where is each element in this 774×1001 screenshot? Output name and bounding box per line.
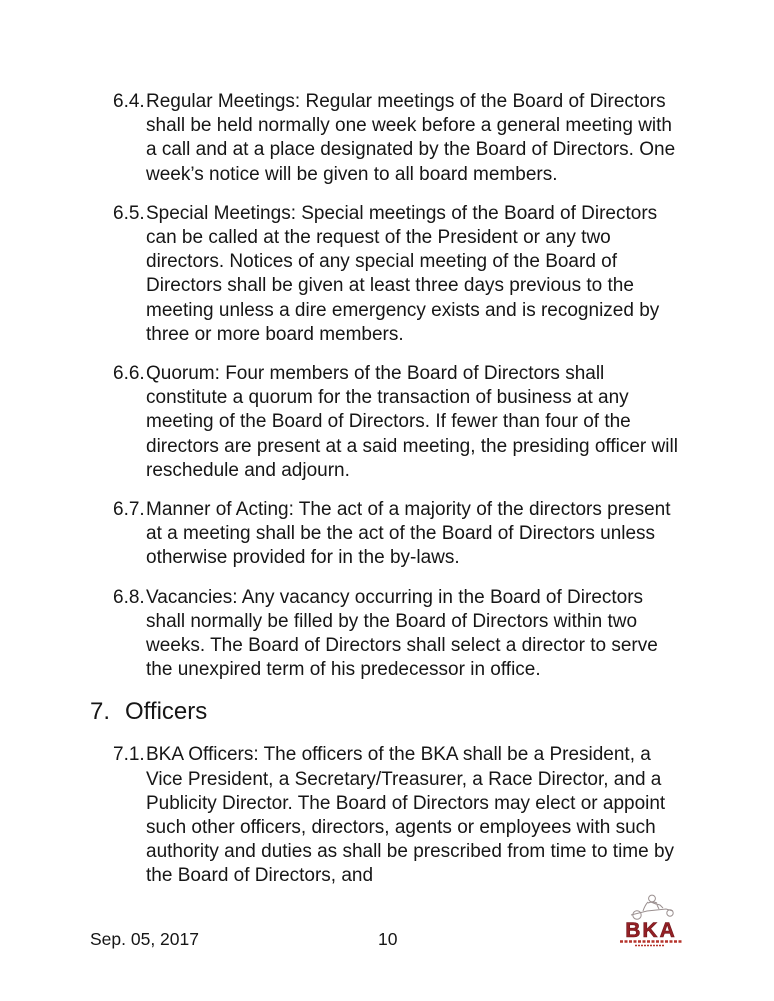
section-7-heading [90, 697, 683, 727]
kart-rider-icon [631, 895, 673, 919]
logo-text: BKA [625, 919, 677, 942]
bylaws-content [90, 90, 683, 904]
item-text: Vacancies: Any vacancy occurring in the Board of Directors shall normally be filled by the Board of Directors within two weeks. The Board of Directors shall select a director to serve the unexpired term of his predecessor in office. [146, 586, 658, 681]
heading-number: 7. [90, 698, 111, 726]
item-number: 6.8. [113, 586, 145, 608]
bylaw-item-6-6 [113, 362, 683, 483]
item-text: BKA Officers: The officers of the BKA shall be a President, a Vice President, a Secretary/Treasurer, a Race Director, and a Publicity Director. The Board of Directors may elect or appoint such other officers, directors, agents or employees with such authority and duties as shall be prescribed from time to time by the Board of Directors, and [146, 744, 675, 887]
item-text: Manner of Acting: The act of a majority of the directors present at a meeting shall be the act of the Board of Directors unless otherwise provided for in the by-laws. [146, 499, 671, 569]
bylaw-item-7-1 [113, 743, 683, 888]
bylaw-item-6-8 [113, 586, 683, 683]
bka-logo-graphic [607, 892, 695, 952]
item-text: Special Meetings: Special meetings of the Board of Directors can be called at the request of the President or any two directors. Notices of any special meeting of the Board of Directors shall be given at least three days previous to the meeting unless a dire emergency exists and is recognized by three or more board members. [146, 202, 660, 345]
bylaw-item-6-7 [113, 498, 683, 571]
bylaw-item-6-4 [113, 90, 683, 187]
logo-tagline [620, 942, 682, 946]
footer-date: Sep. 05, 2017 [90, 929, 199, 949]
item-number: 6.7. [113, 499, 145, 521]
item-number: 6.4. [113, 91, 145, 112]
bka-logo [607, 892, 695, 952]
item-number: 6.5. [113, 202, 145, 224]
bylaw-item-6-5 [113, 202, 683, 347]
item-number: 6.6. [113, 363, 145, 385]
page-number: 10 [378, 929, 398, 949]
item-number: 7.1. [113, 744, 145, 766]
item-text: Regular Meetings: Regular meetings of the Board of Directors shall be held normally one week before a general meeting with a call and at a place designated by the Board of Directors. One week’s notice will be given to all board members. [146, 91, 676, 185]
heading-title: Officers [125, 698, 208, 726]
item-text: Quorum: Four members of the Board of Directors shall constitute a quorum for the transaction of business at any meeting of the Board of Directors. If fewer than four of the directors are present at a said meeting, the presiding officer will reschedule and adjourn. [146, 363, 678, 481]
